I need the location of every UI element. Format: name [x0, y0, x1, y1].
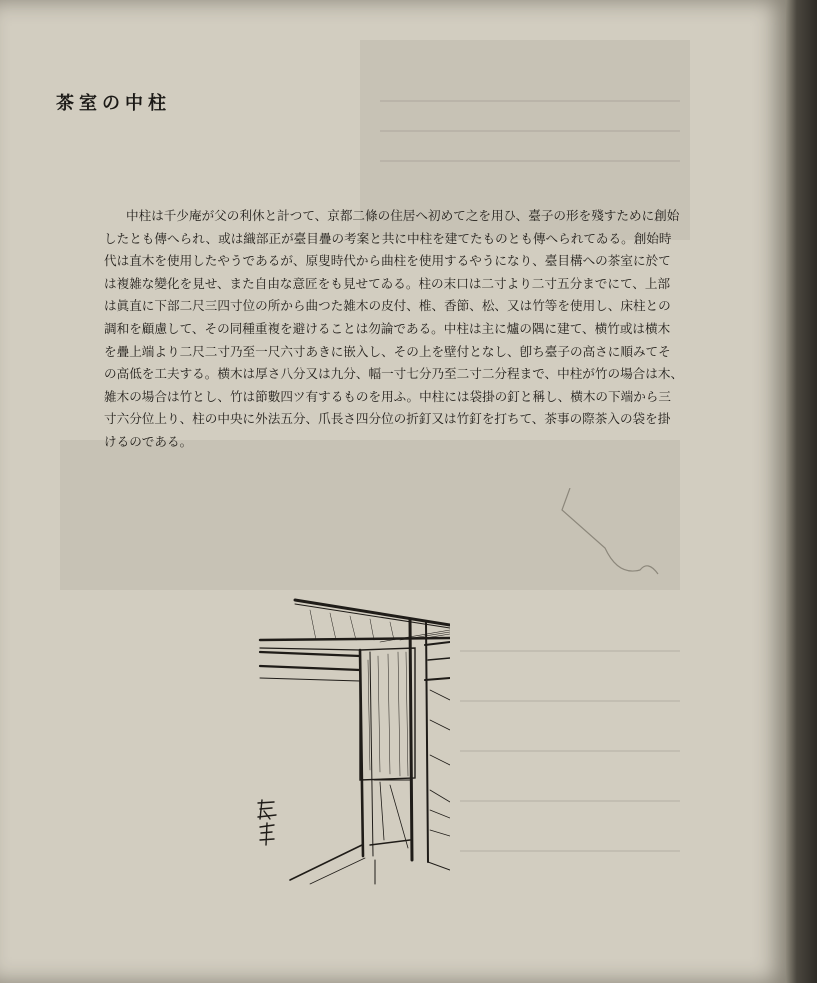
- artist-signature: [254, 797, 280, 849]
- paragraph-line: 寸六分位上り、柱の中央に外法五分、爪長さ四分位の折釘又は竹釘を打ちて、茶事の際茶入の袋を掛: [104, 411, 671, 427]
- show-through-line: [380, 130, 680, 132]
- show-through-line: [380, 100, 680, 102]
- paragraph-line: は眞直に下部二尺三四寸位の所から曲つた雑木の皮付、椎、香節、松、又は竹等を使用し、床柱との: [104, 298, 671, 314]
- page-binding-edge: [786, 0, 817, 983]
- show-through-line: [460, 750, 680, 752]
- paragraph-line: 雑木の場合は竹とし、竹は節數四ツ有するものを用ふ。中柱には袋掛の釘と稱し、横木の下端から三: [104, 388, 671, 404]
- paragraph-line: 代は直木を使用したやうであるが、原叟時代から曲柱を使用するやうになり、臺目構への茶室に於て: [104, 253, 671, 269]
- show-through-line: [460, 850, 680, 852]
- page-title: 茶室の中柱: [56, 93, 171, 115]
- show-through-line: [460, 700, 680, 702]
- paragraph-line: の高低を工夫する。横木は厚さ八分又は九分、幅一寸七分乃至二寸二分程まで、中柱が竹の場合は木、: [104, 366, 684, 382]
- paragraph-line: を疊上端より二尺二寸乃至一尺六寸あきに嵌入し、その上を壁付となし、卽ち臺子の高さに順みてそ: [104, 343, 671, 359]
- paragraph-line: 中柱は千少庵が父の利休と計つて、京都二條の住居へ初めて之を用ひ、臺子の形を殘すために創始: [126, 208, 680, 223]
- paragraph-line: けるのである。: [104, 433, 193, 449]
- pencil-mark: [540, 488, 660, 588]
- nakabashira-illustration: [250, 590, 450, 890]
- paragraph-line: したとも傳へられ、或は織部正が臺目疊の考案と共に中柱を建てたものとも傳へられてゐる。創始時: [104, 230, 672, 246]
- show-through-line: [380, 160, 680, 162]
- show-through-line: [460, 650, 680, 652]
- paragraph-line: は複雑な變化を見せ、また自由な意匠をも見せてゐる。柱の末口は二寸より二寸五分までにて、上部: [104, 275, 671, 291]
- show-through-line: [460, 800, 680, 802]
- body-paragraph: [104, 205, 692, 454]
- paragraph-line: 調和を顧慮して、その同種重複を避けることは勿論である。中柱は主に爐の隅に建て、横竹或は横木: [104, 320, 671, 336]
